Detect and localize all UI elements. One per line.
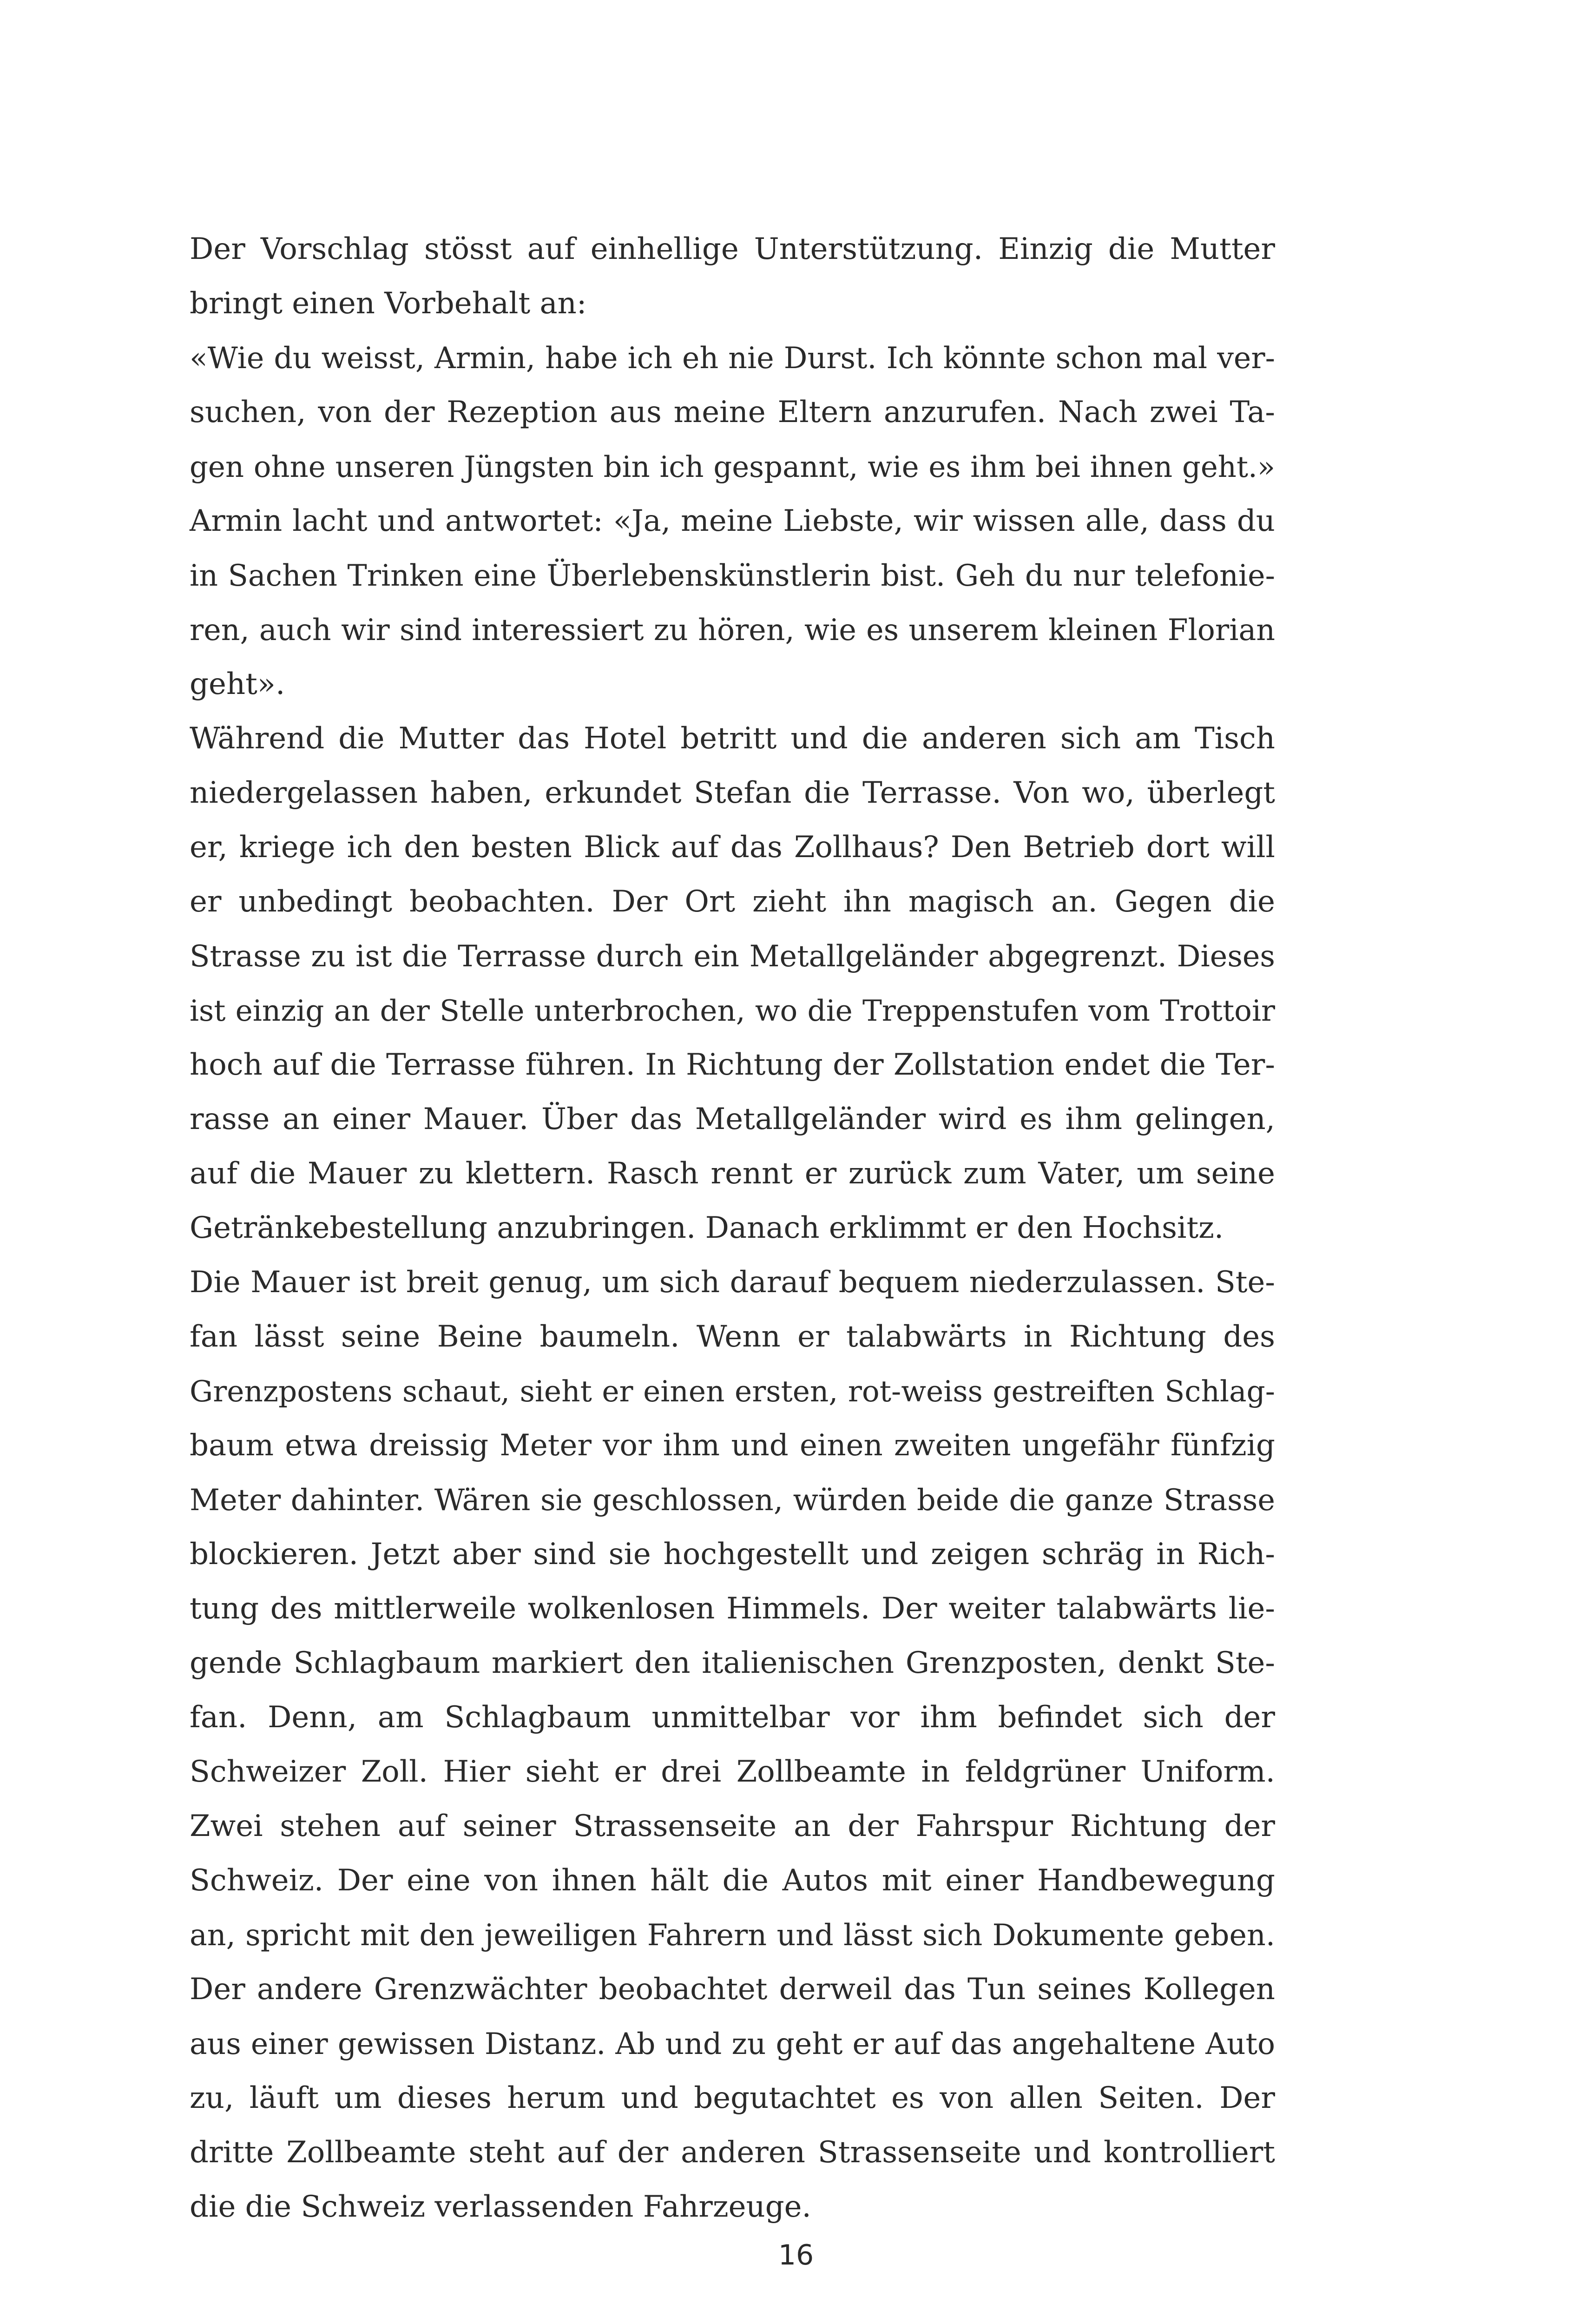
text-line: Zwei stehen auf seiner Strassenseite an der Fahrspur Richtung der — [190, 1809, 1275, 1843]
text-line: auf die Mauer zu klettern. Rasch rennt er zurück zum Vater, um seine — [190, 1156, 1275, 1191]
text-line: tung des mittlerweile wolkenlosen Himmels. Der weiter talabwärts lie- — [190, 1591, 1275, 1626]
text-line: Meter dahinter. Wären sie geschlossen, würden beide die ganze Strasse — [190, 1483, 1275, 1517]
text-line: suchen, von der Rezeption aus meine Eltern anzurufen. Nach zwei Ta- — [190, 395, 1275, 429]
text-line: ren, auch wir sind interessiert zu hören, wie es unserem kleinen Florian — [190, 613, 1275, 647]
text-line: fan. Denn, am Schlagbaum unmittelbar vor ihm befindet sich der — [190, 1700, 1275, 1735]
text-line: hoch auf die Terrasse führen. In Richtung der Zollstation endet die Ter- — [190, 1048, 1275, 1082]
text-line: Armin lacht und antwortet: «Ja, meine Liebste, wir wissen alle, dass du — [190, 504, 1275, 538]
text-line: fan lässt seine Beine baumeln. Wenn er talabwärts in Richtung des — [190, 1320, 1275, 1354]
text-line: er, kriege ich den besten Blick auf das Zollhaus? Den Betrieb dort will — [190, 830, 1275, 865]
text-line: Die Mauer ist breit genug, um sich darauf bequem niederzulassen. Ste- — [190, 1265, 1275, 1300]
text-line: er unbedingt beobachten. Der Ort zieht ihn magisch an. Gegen die — [190, 885, 1275, 919]
text-line: die die Schweiz verlassenden Fahrzeuge. — [190, 2190, 811, 2224]
text-line: blockieren. Jetzt aber sind sie hochgestellt und zeigen schräg in Rich- — [190, 1537, 1275, 1571]
text-line: aus einer gewissen Distanz. Ab und zu geht er auf das angehaltene Auto — [190, 2027, 1275, 2061]
text-line: Schweiz. Der eine von ihnen hält die Autos mit einer Handbewegung — [190, 1863, 1275, 1898]
text-line: Der Vorschlag stösst auf einhellige Unterstützung. Einzig die Mutter — [190, 232, 1275, 266]
text-line: geht». — [190, 667, 285, 701]
text-line: ist einzig an der Stelle unterbrochen, wo die Treppenstufen vom Trottoir — [190, 994, 1275, 1028]
body-text — [190, 222, 1275, 2234]
text-line: baum etwa dreissig Meter vor ihm und einen zweiten ungefähr fünfzig — [190, 1428, 1275, 1463]
text-line: dritte Zollbeamte steht auf der anderen Strassenseite und kontrolliert — [190, 2135, 1275, 2170]
text-line: «Wie du weisst, Armin, habe ich eh nie Durst. Ich könnte schon mal ver- — [190, 341, 1275, 375]
text-line: zu, läuft um dieses herum und begutachtet es von allen Seiten. Der — [190, 2081, 1275, 2115]
text-line: Schweizer Zoll. Hier sieht er drei Zollbeamte in feldgrüner Uniform. — [190, 1755, 1275, 1789]
text-line: rasse an einer Mauer. Über das Metallgeländer wird es ihm gelingen, — [190, 1102, 1275, 1136]
text-line: Grenzpostens schaut, sieht er einen ersten, rot-weiss gestreiften Schlag- — [190, 1374, 1275, 1408]
text-line: an, spricht mit den jeweiligen Fahrern und lässt sich Dokumente geben. — [190, 1918, 1275, 1952]
text-line: Strasse zu ist die Terrasse durch ein Metallgeländer abgegrenzt. Dieses — [190, 939, 1275, 973]
text-line: bringt einen Vorbehalt an: — [190, 286, 587, 321]
text-line: Getränkebestellung anzubringen. Danach erklimmt er den Hochsitz. — [190, 1211, 1224, 1245]
text-line: Während die Mutter das Hotel betritt und die anderen sich am Tisch — [190, 721, 1275, 756]
text-line: niedergelassen haben, erkundet Stefan die Terrasse. Von wo, überlegt — [190, 776, 1275, 810]
page-number: 16 — [778, 2239, 814, 2271]
text-line: Der andere Grenzwächter beobachtet derweil das Tun seines Kollegen — [190, 1972, 1275, 2007]
text-line: gen ohne unseren Jüngsten bin ich gespannt, wie es ihm bei ihnen geht.» — [190, 450, 1275, 484]
text-line: gende Schlagbaum markiert den italienischen Grenzposten, denkt Ste- — [190, 1646, 1275, 1680]
text-line: in Sachen Trinken eine Überlebenskünstlerin bist. Geh du nur telefonie- — [190, 558, 1275, 593]
